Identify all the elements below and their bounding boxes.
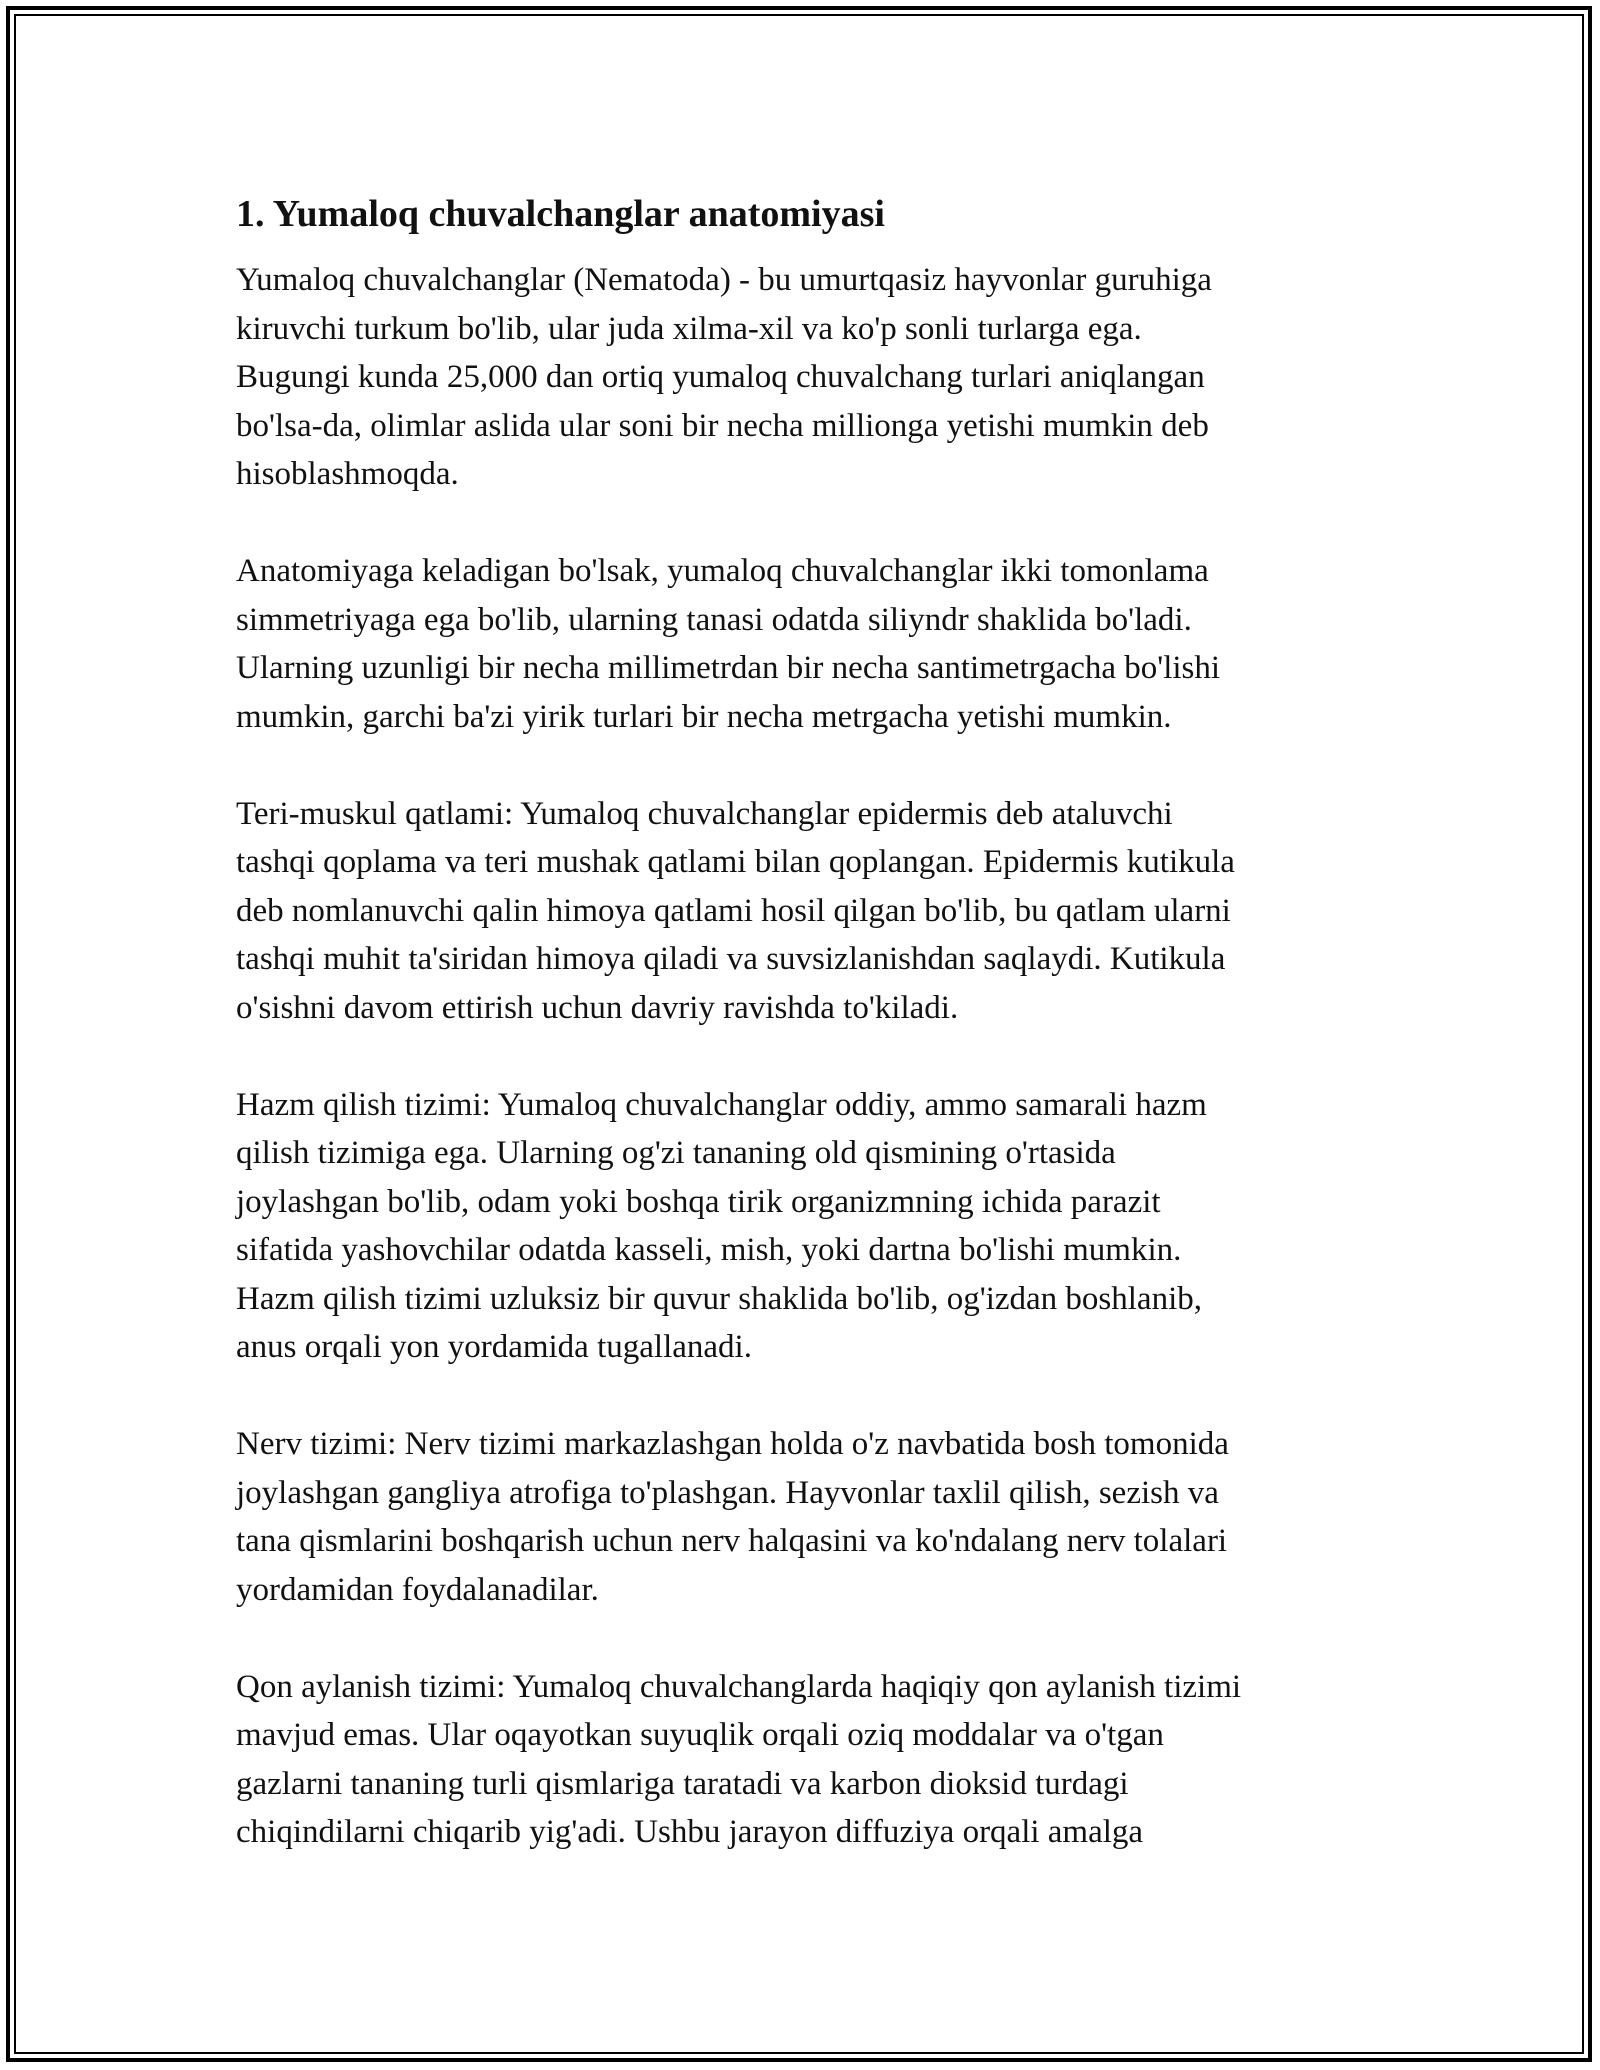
- text-line: Ularning uzunligi bir necha millimetrdan bir necha santimetrgacha bo'lishi: [236, 650, 1221, 686]
- section-heading: 1. Yumaloq chuvalchanglar anatomiyasi: [236, 193, 885, 235]
- paragraph-anatomy: [236, 547, 1366, 741]
- text-line: Bugungi kunda 25,000 dan ortiq yumaloq chuvalchang turlari aniqlangan: [236, 359, 1205, 395]
- text-line: joylashgan gangliya atrofiga to'plashgan. Hayvonlar taxlil qilish, sezish va: [236, 1474, 1219, 1511]
- text-line: Qon aylanish tizimi: Yumaloq chuvalchanglarda haqiqiy qon aylanish tizimi: [236, 1668, 1242, 1705]
- text-line: anus orqali yon yordamida tugallanadi.: [236, 1329, 752, 1365]
- text-line: Teri-muskul qatlami: Yumaloq chuvalchanglar epidermis deb ataluvchi: [236, 795, 1173, 832]
- text-line: mavjud emas. Ular oqayotkan suyuqlik orqali oziq moddalar va o'tgan: [236, 1717, 1164, 1753]
- text-line: Hazm qilish tizimi: Yumaloq chuvalchanglar oddiy, ammo samarali hazm: [236, 1086, 1207, 1123]
- text-line: kiruvchi turkum bo'lib, ular juda xilma-xil va ko'p sonli turlarga ega.: [236, 310, 1142, 347]
- text-line: o'sishni davom ettirish uchun davriy ravishda to'kiladi.: [236, 989, 959, 1026]
- text-line: Nerv tizimi: Nerv tizimi markazlashgan holda o'z navbatida bosh tomonida: [236, 1426, 1229, 1462]
- text-line: tashqi muhit ta'siridan himoya qiladi va suvsizlanishdan saqlaydi. Kutikula: [236, 941, 1226, 977]
- paragraph-intro: [236, 256, 1366, 499]
- text-line: simmetriyaga ega bo'lib, ularning tanasi odatda siliyndr shaklida bo'ladi.: [236, 601, 1192, 638]
- paragraph-digestive: [236, 1081, 1366, 1372]
- document-content: [236, 188, 1366, 1905]
- text-line: chiqindilarni chiqarib yig'adi. Ushbu jarayon diffuziya orqali amalga: [236, 1814, 1144, 1850]
- text-line: deb nomlanuvchi qalin himoya qatlami hosil qilgan bo'lib, bu qatlam ularni: [236, 892, 1231, 929]
- paragraph-circulatory: [236, 1663, 1366, 1857]
- text-line: tana qismlarini boshqarish uchun nerv halqasini va ko'ndalang nerv tolalari: [236, 1523, 1228, 1559]
- paragraph-skin-muscle: [236, 790, 1366, 1033]
- paragraph-nervous: [236, 1420, 1366, 1614]
- text-line: yordamidan foydalanadilar.: [236, 1571, 599, 1608]
- text-line: tashqi qoplama va teri mushak qatlami bilan qoplangan. Epidermis kutikula: [236, 844, 1235, 880]
- text-line: Yumaloq chuvalchanglar (Nematoda) - bu umurtqasiz hayvonlar guruhiga: [236, 262, 1212, 298]
- text-line: Anatomiyaga keladigan bo'lsak, yumaloq chuvalchanglar ikki tomonlama: [236, 553, 1209, 589]
- text-line: gazlarni tananing turli qismlariga taratadi va karbon dioksid turdagi: [236, 1765, 1129, 1802]
- text-line: joylashgan bo'lib, odam yoki boshqa tirik organizmning ichida parazit: [236, 1183, 1161, 1220]
- text-line: mumkin, garchi ba'zi yirik turlari bir necha metrgacha yetishi mumkin.: [236, 698, 1172, 735]
- text-line: bo'lsa-da, olimlar aslida ular soni bir necha millionga yetishi mumkin deb: [236, 407, 1209, 444]
- text-line: hisoblashmoqda.: [236, 456, 459, 492]
- text-line: Hazm qilish tizimi uzluksiz bir quvur shaklida bo'lib, og'izdan boshlanib,: [236, 1280, 1202, 1317]
- text-line: sifatida yashovchilar odatda kasseli, mish, yoki dartna bo'lishi mumkin.: [236, 1232, 1182, 1268]
- text-line: qilish tizimiga ega. Ularning og'zi tananing old qismining o'rtasida: [236, 1135, 1116, 1171]
